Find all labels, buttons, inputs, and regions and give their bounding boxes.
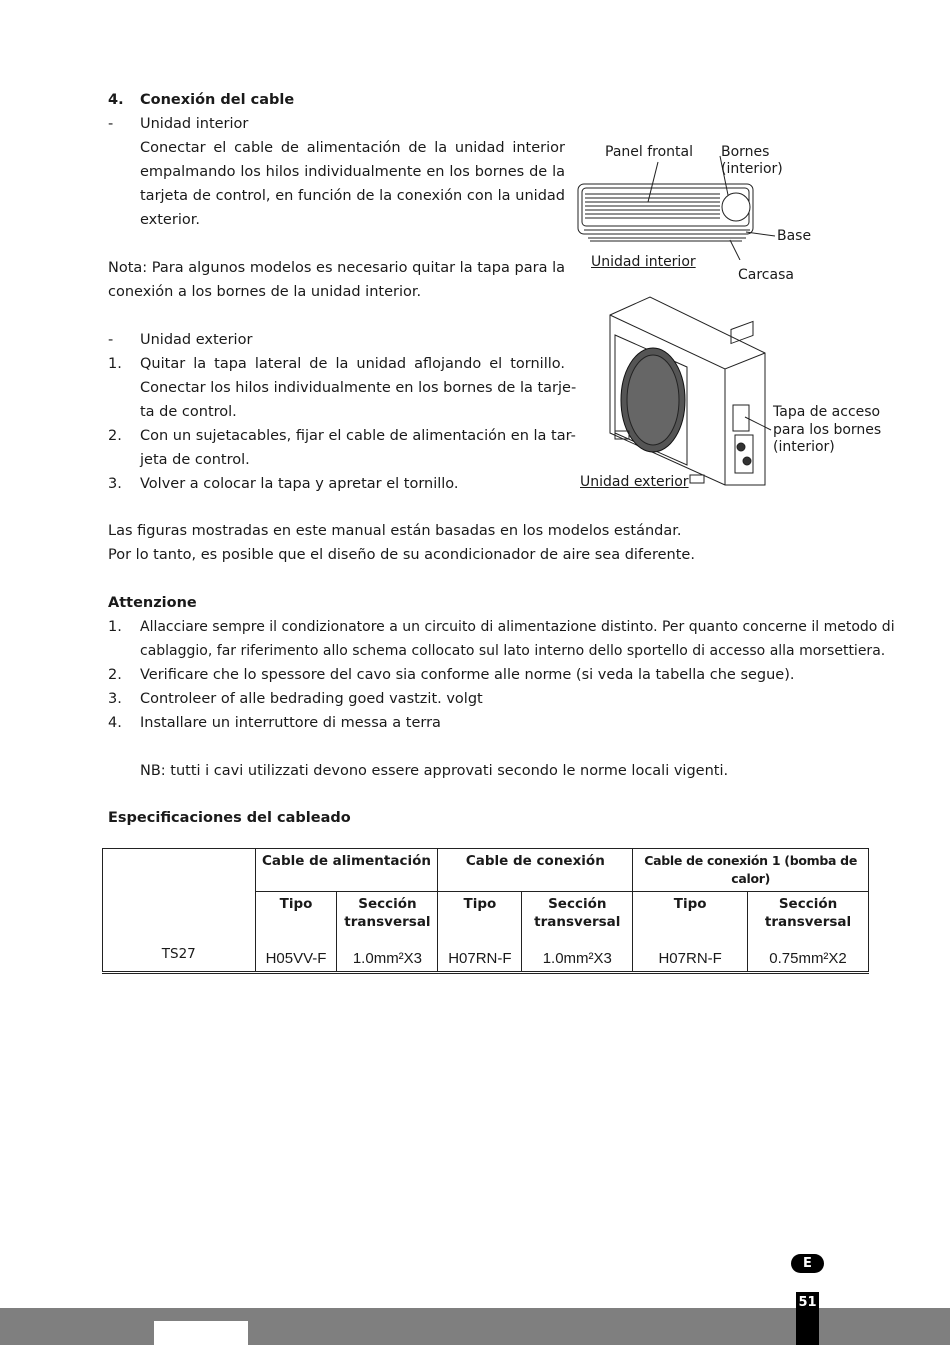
step-number: 2.	[108, 428, 122, 444]
table-group-header: Cable de conexión 1 (bomba de calor)	[633, 849, 869, 892]
footer-white-box	[154, 1321, 248, 1345]
section-heading: Conexión del cable	[140, 92, 295, 108]
section-number: 4.	[108, 92, 124, 108]
table-subheader: Tipo	[633, 892, 748, 943]
step-number: 1.	[108, 356, 122, 372]
attenzione-line: Installare un interruttore di messa a terra	[140, 715, 441, 731]
wiring-heading: Especificaciones del cableado	[108, 810, 351, 826]
attenzione-number: 1.	[108, 619, 122, 635]
table-group-header: Cable de alimentación	[255, 849, 438, 892]
step-number: 3.	[108, 476, 122, 492]
outdoor-unit-caption: Unidad exterior	[580, 474, 689, 490]
table-cell-model: TS27	[103, 942, 256, 973]
table-cell: H05VV-F	[255, 942, 337, 973]
table-subheader: Sección transversal	[337, 892, 438, 943]
table-cell: 1.0mm²X3	[337, 942, 438, 973]
outdoor-title: Unidad exterior	[140, 332, 253, 348]
panel-frontal-label: Panel frontal	[605, 144, 693, 160]
bornes-label: Bornes	[721, 144, 770, 160]
step-line: Con un sujetacables, fijar el cable de alimentación en la tar-	[140, 428, 576, 444]
tapa-acceso-label: Tapa de acceso	[773, 404, 881, 420]
attenzione-number: 3.	[108, 691, 122, 707]
language-badge: E	[791, 1254, 824, 1273]
step-line: ta de control.	[140, 404, 237, 420]
step-line: Volver a colocar la tapa y apretar el tornillo.	[140, 476, 459, 492]
attenzione-line: Controleer of alle bedrading goed vastzit. volgt	[140, 691, 483, 707]
attenzione-line: cablaggio, far riferimento allo schema collocato sul lato interno dello sportello di accesso alla morsettiera.	[140, 643, 886, 659]
page-number: 51	[796, 1292, 819, 1345]
figures-note-line: Las figuras mostradas en este manual están basadas en los modelos estándar.	[108, 523, 682, 539]
table-row	[103, 942, 869, 973]
table-cell: H07RN-F	[438, 942, 522, 973]
attenzione-heading: Attenzione	[108, 595, 197, 611]
table-subheader: Tipo	[255, 892, 337, 943]
figures-note-line: Por lo tanto, es posible que el diseño de su acondicionador de aire sea diferente.	[108, 547, 695, 563]
note-line: Nota: Para algunos modelos es necesario quitar la tapa para la	[108, 260, 565, 276]
step-line: Quitar la tapa lateral de la unidad aflojando el tornillo.	[140, 356, 565, 372]
table-cell: 1.0mm²X3	[522, 942, 633, 973]
attenzione-line: Verificare che lo spessore del cavo sia conforme alle norme (si veda la tabella che segue).	[140, 667, 795, 683]
indoor-title: Unidad interior	[140, 116, 249, 132]
step-line: jeta de control.	[140, 452, 250, 468]
tapa-acceso-label: (interior)	[773, 439, 835, 455]
attenzione-number: 4.	[108, 715, 122, 731]
indoor-text-line: empalmando los hilos individualmente en los bornes de la	[140, 164, 565, 180]
table-cell: 0.75mm²X2	[748, 942, 869, 973]
base-label: Base	[777, 228, 812, 244]
table-header-row	[103, 849, 869, 892]
outdoor-unit-illustration	[595, 295, 775, 490]
indoor-unit-caption: Unidad interior	[591, 254, 696, 270]
indoor-text-line: Conectar el cable de alimentación de la unidad interior	[140, 140, 565, 156]
table-cell: H07RN-F	[633, 942, 748, 973]
table-subheader: Sección transversal	[522, 892, 633, 943]
table-subheader: Tipo	[438, 892, 522, 943]
bornes-label: (interior)	[721, 161, 783, 177]
note-line: conexión a los bornes de la unidad interior.	[108, 284, 422, 300]
tapa-acceso-label: para los bornes	[773, 422, 882, 438]
indoor-text-line: exterior.	[140, 212, 200, 228]
table-corner-cell	[103, 849, 256, 943]
carcasa-label: Carcasa	[738, 267, 794, 283]
indoor-text-line: tarjeta de control, en función de la conexión con la unidad	[140, 188, 565, 204]
table-subheader: Sección transversal	[748, 892, 869, 943]
table-group-header: Cable de conexión	[438, 849, 633, 892]
attenzione-number: 2.	[108, 667, 122, 683]
attenzione-nb: NB: tutti i cavi utilizzati devono essere approvati secondo le norme locali vigenti.	[140, 763, 729, 779]
outdoor-dash: -	[108, 332, 114, 348]
step-line: Conectar los hilos individualmente en los bornes de la tarje-	[140, 380, 577, 396]
indoor-dash: -	[108, 116, 114, 132]
wiring-table	[102, 848, 869, 974]
attenzione-line: Allacciare sempre il condizionatore a un circuito di alimentazione distinto. Per quanto concerne il metodo di	[140, 619, 895, 635]
